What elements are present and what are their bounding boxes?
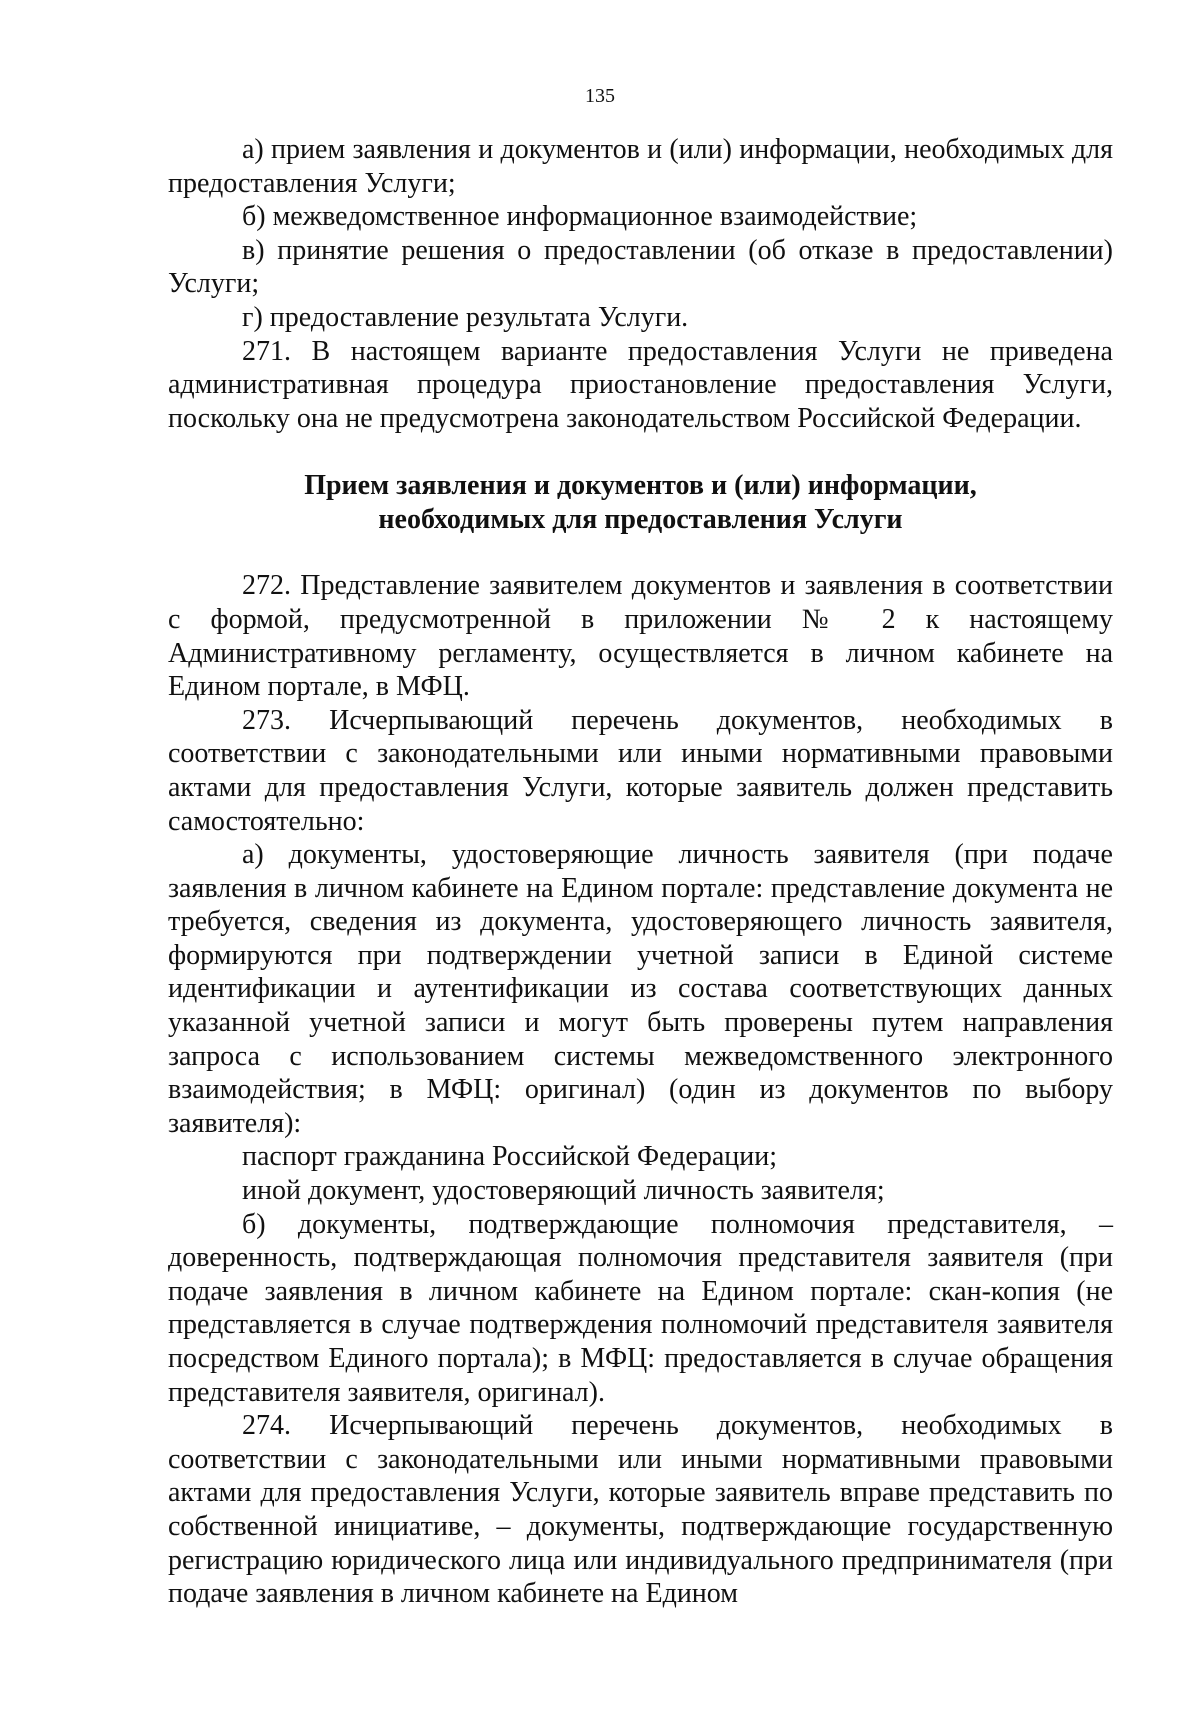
paragraph-item-g: г) предоставление результата Услуги. [242, 301, 689, 333]
paragraph-273-a: а) документы, удостоверяющие личность заявителя (при подаче заявления в личном кабинете на Едином портале: представление документа не требуется, сведения из документа, удостоверяющего личность заявителя, формируются при подтверждении учетной записи в Единой системе идентификации и аутентификации из состава соответствующих данных указанной учетной записи и могут быть проверены путем направления запроса с использованием системы межведомственного электронного взаимодействия; в МФЦ: оригинал) (один из документов по выбору заявителя): [168, 839, 1113, 1139]
section-heading [168, 469, 1113, 537]
paragraph-273-b: б) документы, подтверждающие полномочия представителя, – доверенность, подтверждающая полномочия представителя заявителя (при подаче заявления в личном кабинете на Едином портале: скан-копия (не представляется в случае подтверждения полномочий представителя заявителя посредством Единого портала); в МФЦ: предоставляется в случае обращения представителя заявителя, оригинал). [168, 1208, 1113, 1408]
paragraph-272: 272. Представление заявителем документов и заявления в соответствии с формой, предусмотренной в приложении № 2 к настоящему Административному регламенту, осуществляется в личном кабинете на Едином портале, в МФЦ. [168, 570, 1113, 703]
paragraph-271: 271. В настоящем варианте предоставления Услуги не приведена административная процедура приостановление предоставления Услуги, поскольку она не предусмотрена законодательством Российской Федерации. [168, 335, 1113, 434]
paragraph-passport: паспорт гражданина Российской Федерации; [242, 1141, 778, 1173]
paragraph-274: 274. Исчерпывающий перечень документов, необходимых в соответствии с законодательными или иными нормативными правовыми актами для предоставления Услуги, которые заявитель вправе представить по собственной инициативе, – документы, подтверждающие государственную регистрацию юридического лица или индивидуального предпринимателя (при подаче заявления в личном кабинете на Едином [168, 1410, 1113, 1610]
paragraph-item-a: а) прием заявления и документов и (или) информации, необходимых для предоставления Услуги; [168, 134, 1113, 199]
paragraph-273: 273. Исчерпывающий перечень документов, необходимых в соответствии с законодательными или иными нормативными правовыми актами для предоставления Услуги, которые заявитель должен представить самостоятельно: [168, 704, 1113, 837]
paragraph-item-v: в) принятие решения о предоставлении (об отказе в предоставлении) Услуги; [168, 234, 1113, 300]
section-heading-line-2: необходимых для предоставления Услуги [378, 504, 903, 536]
section-heading-line-1: Прием заявления и документов и (или) информации, [304, 470, 977, 502]
page-number: 135 [585, 85, 615, 107]
document-body [168, 133, 1113, 1611]
paragraph-item-b: б) межведомственное информационное взаимодействие; [242, 201, 918, 233]
paragraph-other-document: иной документ, удостоверяющий личность заявителя; [242, 1175, 885, 1207]
